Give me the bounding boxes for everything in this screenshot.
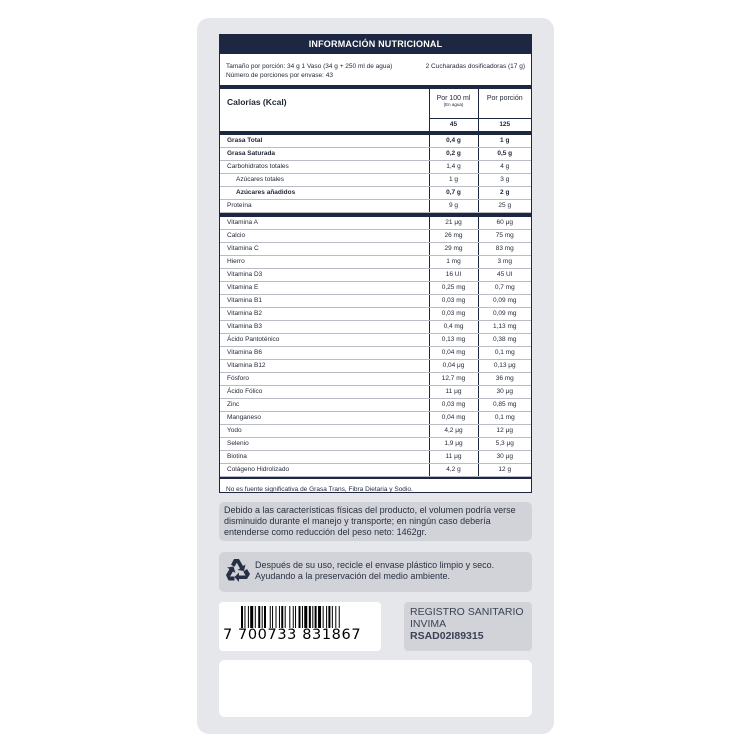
value-per100: 4,2 μg <box>429 424 478 437</box>
value-per100: 1,9 μg <box>429 437 478 450</box>
value-portion: 36 mg <box>478 372 531 385</box>
barcode-digits: 7 700733 831867 <box>223 627 362 643</box>
barcode-bars <box>241 606 376 628</box>
nutrient-name: Yodo <box>220 424 429 437</box>
nutrient-name: Vitamina B2 <box>220 307 429 320</box>
value-portion: 0,5 g <box>478 147 531 160</box>
value-per100: 0,4 g <box>429 135 478 148</box>
value-portion: 75 mg <box>478 229 531 242</box>
micro-row <box>220 346 531 359</box>
micro-row <box>220 307 531 320</box>
value-portion: 1,13 mg <box>478 320 531 333</box>
sanitary-registration <box>404 602 532 651</box>
nutrient-name: Vitamina B6 <box>220 346 429 359</box>
value-per100: 4,2 g <box>429 463 478 476</box>
value-portion: 0,1 mg <box>478 346 531 359</box>
value-portion: 12 g <box>478 463 531 476</box>
value-per100: 0,2 g <box>429 147 478 160</box>
value-portion: 1 g <box>478 135 531 148</box>
micro-row <box>220 450 531 463</box>
nutrient-name: Azúcares añadidos <box>220 186 429 199</box>
value-portion: 12 μg <box>478 424 531 437</box>
value-per100: 0,04 mg <box>429 346 478 359</box>
micro-row <box>220 359 531 372</box>
nutrient-name: Calcio <box>220 229 429 242</box>
micro-row <box>220 411 531 424</box>
barcode <box>219 602 381 651</box>
nutrient-name: Ácido Fólico <box>220 385 429 398</box>
macro-row <box>220 135 531 148</box>
micro-row <box>220 268 531 281</box>
value-per100: 11 μg <box>429 450 478 463</box>
registro-line1: REGISTRO SANITARIO <box>410 606 524 618</box>
macro-row <box>220 173 531 186</box>
value-portion: 0,38 mg <box>478 333 531 346</box>
nutrient-name: Vitamina A <box>220 217 429 230</box>
value-per100: 16 UI <box>429 268 478 281</box>
value-portion: 0,09 mg <box>478 294 531 307</box>
value-per100: 0,25 mg <box>429 281 478 294</box>
micro-row <box>220 372 531 385</box>
value-portion: 45 UI <box>478 268 531 281</box>
nutrient-name: Vitamina C <box>220 242 429 255</box>
registro-code: RSAD02I89315 <box>410 630 484 642</box>
recycle-text: Después de su uso, recicle el envase plástico limpio y seco. Ayudando a la preservación del medio ambiente. <box>255 560 495 581</box>
value-per100: 9 g <box>429 199 478 212</box>
value-portion: 0,7 mg <box>478 281 531 294</box>
value-per100: 0,03 mg <box>429 398 478 411</box>
value-portion: 25 g <box>478 199 531 212</box>
value-per100: 0,03 mg <box>429 307 478 320</box>
value-per100: 21 μg <box>429 217 478 230</box>
servings-per-container: Número de porciones por envase: 43 <box>226 72 333 79</box>
value-per100: 0,04 μg <box>429 359 478 372</box>
micro-row <box>220 463 531 476</box>
value-portion: 0,09 mg <box>478 307 531 320</box>
nutrition-facts-panel <box>219 34 532 493</box>
value-per100: 29 mg <box>429 242 478 255</box>
value-per100: 0,03 mg <box>429 294 478 307</box>
nutrient-name: Grasa Total <box>220 135 429 148</box>
recycle-notice <box>219 552 532 592</box>
value-per100: 0,13 mg <box>429 333 478 346</box>
macro-row <box>220 160 531 173</box>
value-per100: 26 mg <box>429 229 478 242</box>
registro-line2: INVIMA <box>410 618 447 630</box>
volume-notice: Debido a las características físicas del producto, el volumen podría verse disminuido durante el manejo y transporte; en ningún caso debería entenderse como reducción del peso neto: 1462gr. <box>219 502 532 541</box>
nutrient-name: Vitamina B12 <box>220 359 429 372</box>
macro-row <box>220 199 531 212</box>
col-header-per100: Por 100 ml (En agua) <box>429 89 478 118</box>
value-portion: 0,85 mg <box>478 398 531 411</box>
nutrient-name: Azúcares totales <box>220 173 429 186</box>
value-portion: 60 μg <box>478 217 531 230</box>
micro-row <box>220 398 531 411</box>
value-portion: 0,1 mg <box>478 411 531 424</box>
col-header-portion: Por porción <box>478 89 531 118</box>
nutrient-name: Proteína <box>220 199 429 212</box>
micro-row <box>220 437 531 450</box>
nutrient-name: Vitamina D3 <box>220 268 429 281</box>
value-portion: 3 g <box>478 173 531 186</box>
value-portion: 0,13 μg <box>478 359 531 372</box>
value-per100: 0,4 mg <box>429 320 478 333</box>
serving-size: Tamaño por porción: 34 g 1 Vaso (34 g + 250 ml de agua) <box>226 63 393 70</box>
blank-label-area <box>219 660 532 717</box>
value-portion: 83 mg <box>478 242 531 255</box>
nutrition-footnote: No es fuente significativa de Grasa Trans, Fibra Dietaria y Sodio. <box>226 485 413 493</box>
micro-row <box>220 242 531 255</box>
nutrition-title: INFORMACIÓN NUTRICIONAL <box>220 35 531 54</box>
micro-row <box>220 333 531 346</box>
calories-label: Calorías (Kcal) <box>227 97 287 107</box>
value-per100: 1 g <box>429 173 478 186</box>
macro-row <box>220 147 531 160</box>
value-portion: 5,3 μg <box>478 437 531 450</box>
nutrient-name: Manganeso <box>220 411 429 424</box>
nutrient-name: Biotina <box>220 450 429 463</box>
micro-row <box>220 385 531 398</box>
nutrient-name: Selenio <box>220 437 429 450</box>
calories-portion: 125 <box>478 118 531 131</box>
micro-row <box>220 217 531 230</box>
nutrient-name: Colágeno Hidrolizado <box>220 463 429 476</box>
macro-row <box>220 186 531 199</box>
value-per100: 1,4 g <box>429 160 478 173</box>
micro-row <box>220 255 531 268</box>
value-portion: 4 g <box>478 160 531 173</box>
nutrient-name: Ácido Pantoténico <box>220 333 429 346</box>
serving-info <box>220 54 531 80</box>
value-per100: 11 μg <box>429 385 478 398</box>
value-portion: 30 μg <box>478 385 531 398</box>
value-per100: 1 mg <box>429 255 478 268</box>
micro-row <box>220 424 531 437</box>
micro-row <box>220 320 531 333</box>
nutrient-name: Fósforo <box>220 372 429 385</box>
macros-table <box>220 135 531 213</box>
value-portion: 3 mg <box>478 255 531 268</box>
micro-row <box>220 294 531 307</box>
value-per100: 0,04 mg <box>429 411 478 424</box>
nutrient-name: Vitamina B3 <box>220 320 429 333</box>
serving-alt: 2 Cucharadas dosificadoras (17 g) <box>425 63 525 70</box>
value-portion: 2 g <box>478 186 531 199</box>
nutrient-name: Hierro <box>220 255 429 268</box>
micro-row <box>220 229 531 242</box>
calories-per100: 45 <box>429 118 478 131</box>
nutrient-name: Carbohidratos totales <box>220 160 429 173</box>
calories-table <box>220 89 531 131</box>
nutrient-name: Vitamina B1 <box>220 294 429 307</box>
value-per100: 0,7 g <box>429 186 478 199</box>
nutrient-name: Vitamina E <box>220 281 429 294</box>
nutrient-name: Grasa Saturada <box>220 147 429 160</box>
value-portion: 30 μg <box>478 450 531 463</box>
recycle-icon <box>225 557 251 585</box>
micros-table <box>220 217 531 477</box>
value-per100: 12,7 mg <box>429 372 478 385</box>
micro-row <box>220 281 531 294</box>
nutrient-name: Zinc <box>220 398 429 411</box>
